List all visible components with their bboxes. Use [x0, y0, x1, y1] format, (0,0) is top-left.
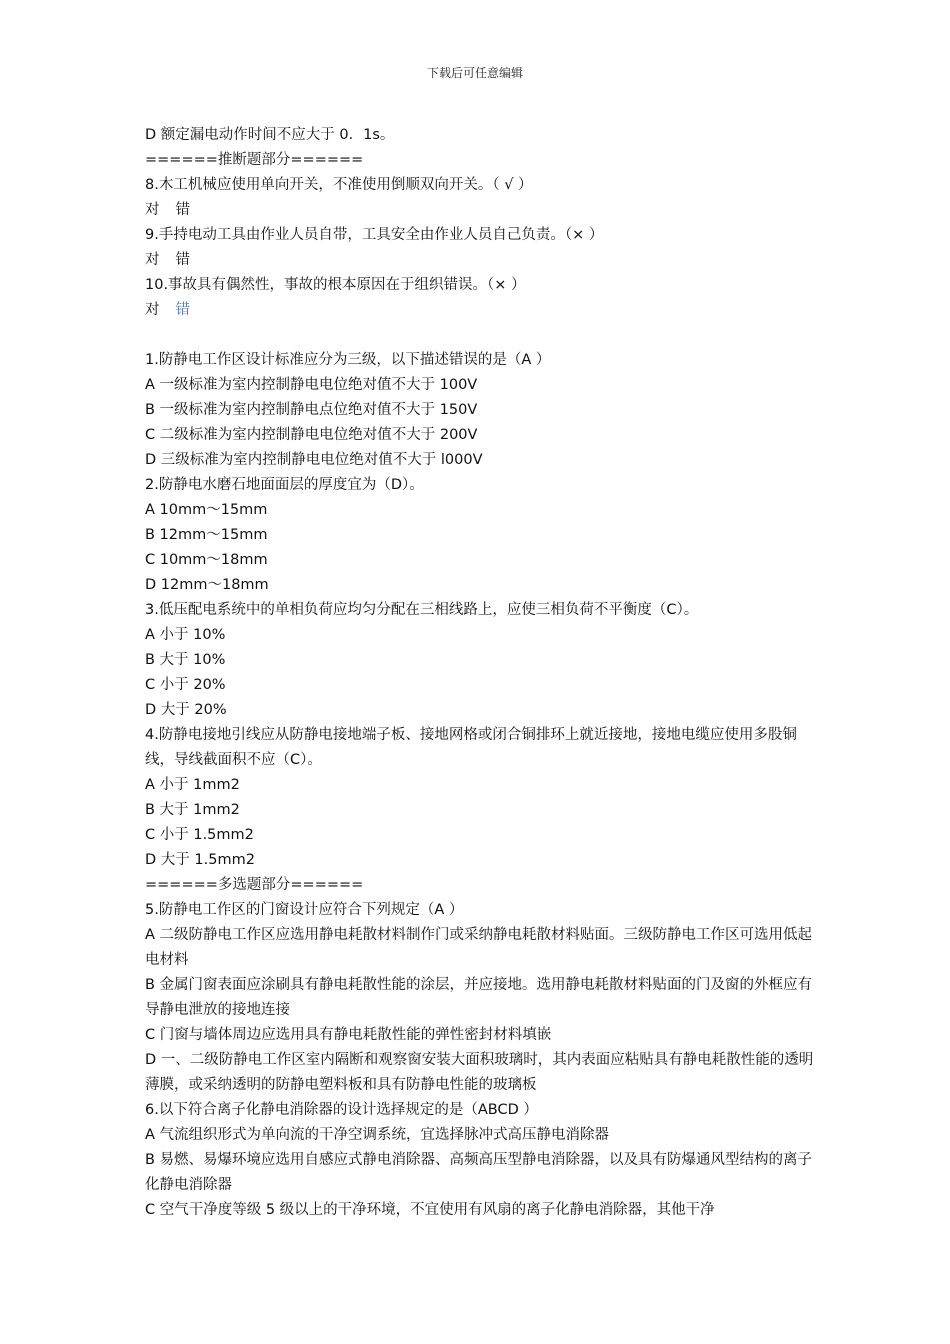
option-line: A 一级标准为室内控制静电电位绝对值不大于 100V [145, 377, 478, 393]
option-line: A 10mm～15mm [145, 502, 268, 518]
option-line: B 大于 1mm2 [145, 802, 240, 818]
option-line: B 金属门窗表面应涂刷具有静电耗散性能的涂层，并应接地。选用静电耗散材料贴面的门及窗的外框应有导静电泄放的接地连接 [145, 977, 813, 1018]
question-2: 2.防静电水磨石地面面层的厚度宜为（D）。 [145, 477, 424, 493]
answer-row-8 [145, 198, 815, 223]
option-line: C 空气干净度等级 5 级以上的干净环境，不宜使用有风扇的离子化静电消除器，其他干净 [145, 1202, 715, 1218]
option-line: B 易燃、易爆环境应选用自感应式静电消除器、高频高压型静电消除器，以及具有防爆通风型结构的离子化静电消除器 [145, 1152, 813, 1193]
option-line: D 大于 20% [145, 702, 227, 718]
answer-row-10 [145, 298, 815, 323]
option-line: D 三级标准为室内控制静电电位绝对值不大于 l000V [145, 452, 483, 468]
true-option[interactable]: 对 [145, 202, 160, 218]
option-line: A 小于 1mm2 [145, 777, 240, 793]
question-9: 9.手持电动工具由作业人员自带，工具安全由作业人员自己负责。（× ） [145, 227, 604, 243]
option-line: B 大于 10% [145, 652, 226, 668]
option-line: D 额定漏电动作时间不应大于 0．1s。 [145, 127, 395, 143]
option-line: B 12mm～15mm [145, 527, 268, 543]
false-option[interactable]: 错 [175, 252, 190, 268]
option-line: C 门窗与墙体周边应选用具有静电耗散性能的弹性密封材料填嵌 [145, 1027, 552, 1043]
option-line: D 一、二级防静电工作区室内隔断和观察窗安装大面积玻璃时，其内表面应粘贴具有静电耗散性能的透明薄膜，或采纳透明的防静电塑料板和具有防静电性能的玻璃板 [145, 1052, 814, 1093]
section-heading: ======推断题部分====== [145, 152, 364, 168]
false-option-selected[interactable]: 错 [175, 302, 190, 318]
option-line: D 大于 1.5mm2 [145, 852, 255, 868]
option-line: A 小于 10% [145, 627, 226, 643]
document-body [145, 123, 815, 1223]
option-line: B 一级标准为室内控制静电点位绝对值不大于 150V [145, 402, 478, 418]
true-option[interactable]: 对 [145, 302, 160, 318]
question-5: 5.防静电工作区的门窗设计应符合下列规定（A ） [145, 902, 464, 918]
section-heading: ======多选题部分====== [145, 877, 364, 893]
option-line: A 二级防静电工作区应选用静电耗散材料制作门或采纳静电耗散材料贴面。三级防静电工作区可选用低起电材料 [145, 927, 813, 968]
blank-line [145, 323, 815, 348]
question-4: 4.防静电接地引线应从防静电接地端子板、接地网格或闭合铜排环上就近接地，接地电缆应使用多股铜线，导线截面积不应（C）。 [145, 727, 797, 768]
question-8: 8.木工机械应使用单向开关，不准使用倒顺双向开关。（ √ ） [145, 177, 533, 193]
question-3: 3.低压配电系统中的单相负荷应均匀分配在三相线路上，应使三相负荷不平衡度（C）。 [145, 602, 699, 618]
option-line: C 二级标准为室内控制静电电位绝对值不大于 200V [145, 427, 478, 443]
question-1: 1.防静电工作区设计标准应分为三级，以下描述错误的是（A ） [145, 352, 551, 368]
option-line: D 12mm～18mm [145, 577, 269, 593]
answer-row-9 [145, 248, 815, 273]
option-line: C 10mm～18mm [145, 552, 268, 568]
question-10: 10.事故具有偶然性，事故的根本原因在于组织错误。（× ） [145, 277, 526, 293]
question-6: 6.以下符合离子化静电消除器的设计选择规定的是（ABCD ） [145, 1102, 538, 1118]
false-option[interactable]: 错 [175, 202, 190, 218]
true-option[interactable]: 对 [145, 252, 160, 268]
option-line: C 小于 20% [145, 677, 226, 693]
option-line: C 小于 1.5mm2 [145, 827, 254, 843]
option-line: A 气流组织形式为单向流的干净空调系统，宜选择脉冲式高压静电消除器 [145, 1127, 610, 1143]
page-header: 下载后可任意编辑 [426, 66, 523, 80]
